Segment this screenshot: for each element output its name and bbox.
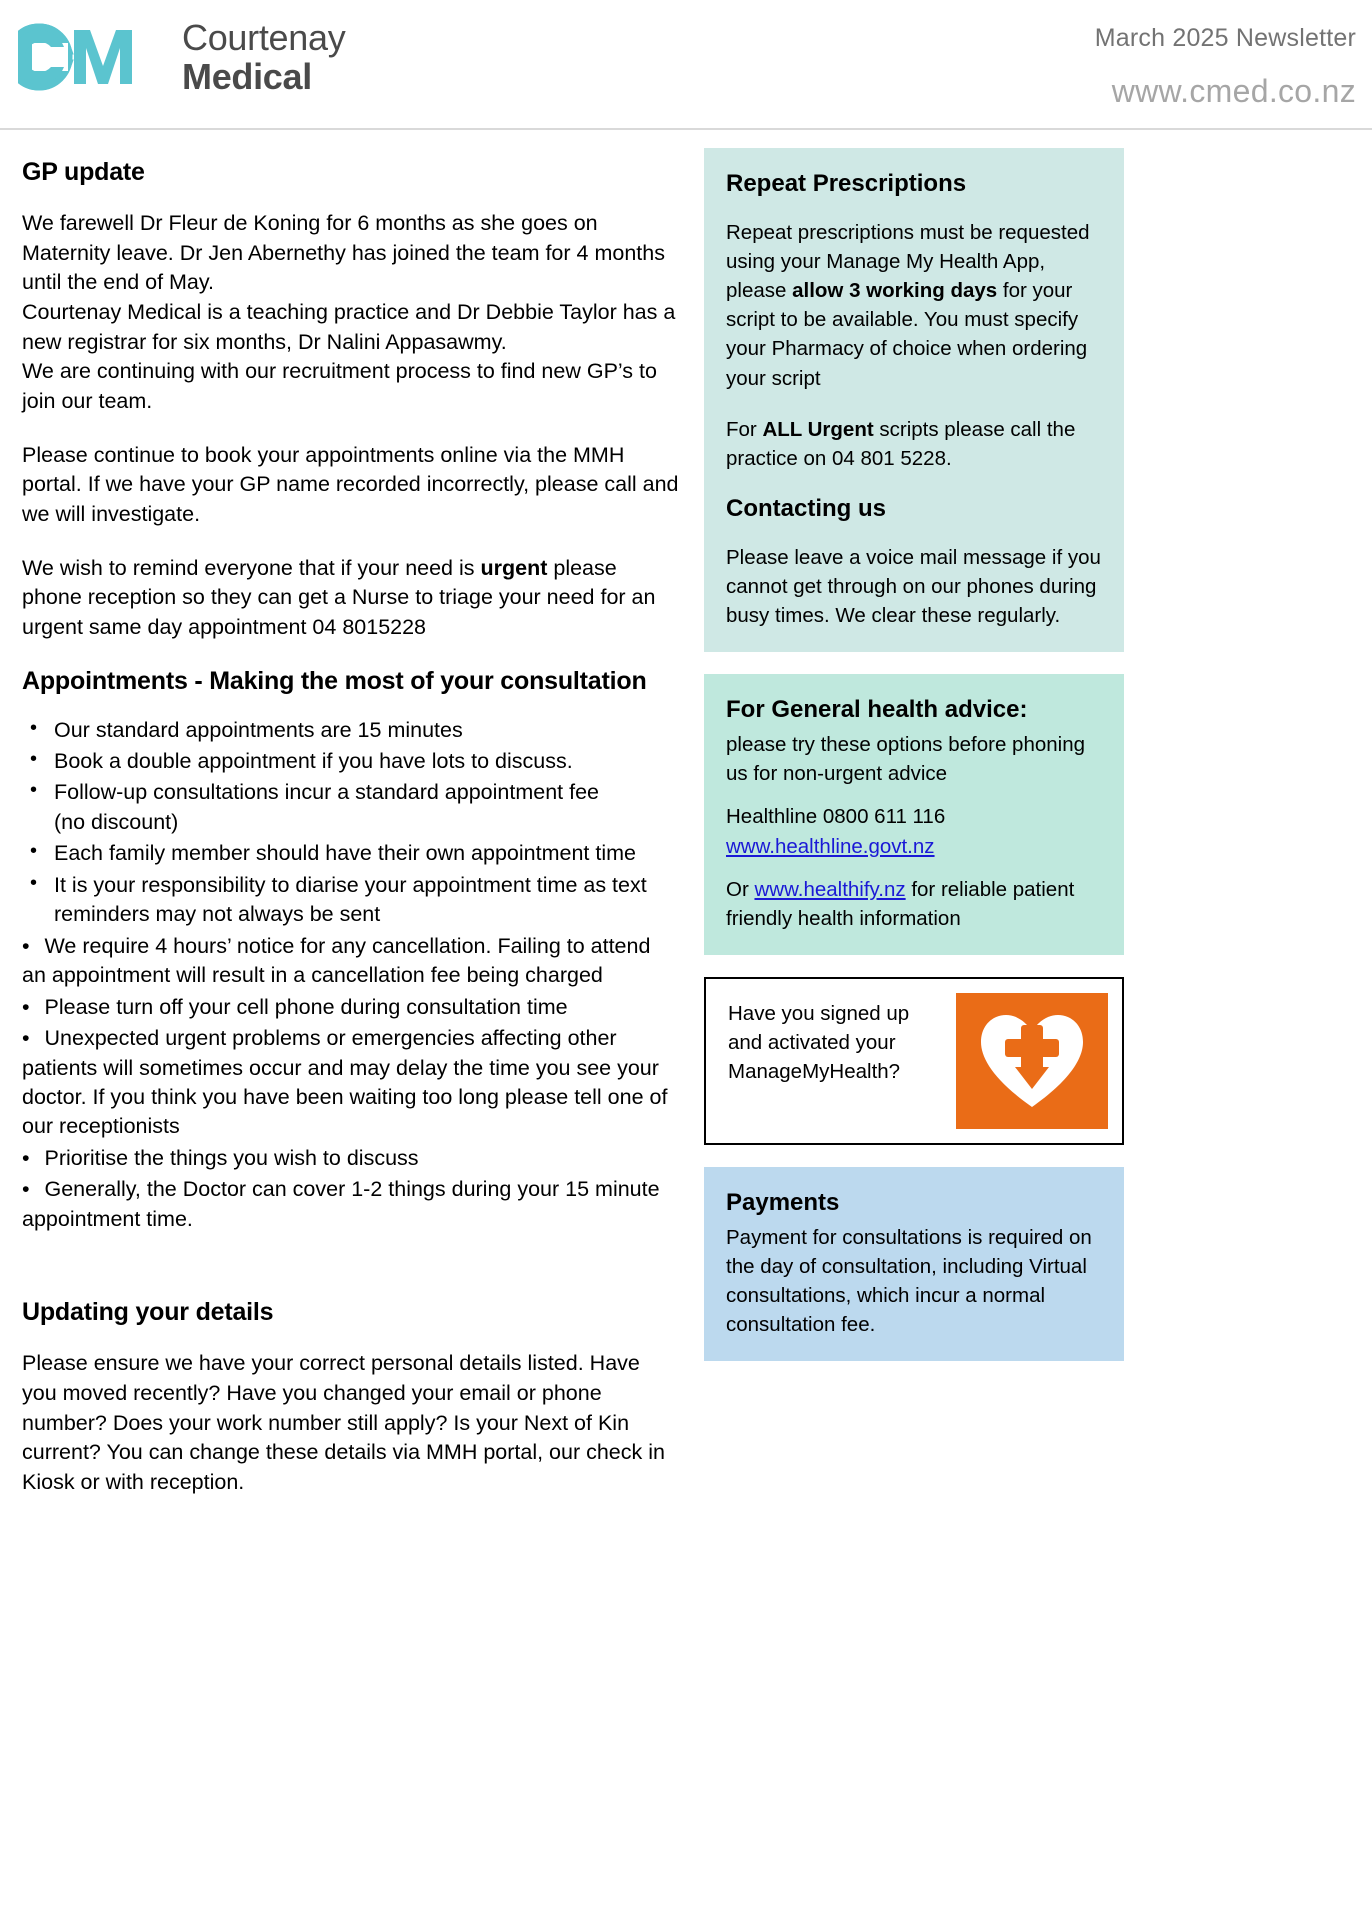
appointment-bullet	[22, 932, 680, 991]
bullet-marker-icon: •	[22, 1145, 30, 1170]
page-header	[0, 0, 1372, 130]
appointment-bullet-text: Unexpected urgent problems or emergencies affecting other patients will sometimes occur and may delay the time you see your doctor. If you think you have been waiting too long please tell one of our receptionists	[22, 1026, 668, 1139]
appointment-bullet	[22, 839, 680, 868]
bullet-marker-icon: •	[22, 994, 30, 1019]
healthline-info	[726, 802, 1104, 860]
brand-line-2: Medical	[182, 55, 312, 97]
repeat-prescriptions-heading: Repeat Prescriptions	[726, 170, 967, 197]
appointment-bullet-text: Please turn off your cell phone during consultation time	[38, 994, 568, 1019]
website-url[interactable]: www.cmed.co.nz	[1111, 73, 1356, 109]
brand-line-1: Courtenay	[182, 16, 346, 58]
repeat-prescriptions-paragraph	[726, 218, 1104, 393]
updating-details-heading: Updating your details	[22, 1298, 274, 1327]
appointment-bullet-text: Follow-up consultations incur a standard appointment fee	[54, 780, 599, 805]
appointment-bullet	[22, 747, 680, 776]
newsletter-title: March 2025 Newsletter	[1094, 24, 1356, 52]
appointment-bullet	[22, 1144, 680, 1173]
healthify-prefix: Or	[726, 877, 755, 901]
healthline-link[interactable]: www.healthline.govt.nz	[726, 834, 935, 858]
urgent-scripts-paragraph	[726, 415, 1104, 473]
urgent-emphasis: urgent	[480, 555, 548, 580]
gp-update-paragraph-3	[22, 554, 680, 643]
appointment-bullet-text: Generally, the Doctor can cover 1-2 things during your 15 minute appointment time.	[22, 1177, 660, 1231]
right-sidebar	[704, 148, 1124, 1498]
healthline-phone: Healthline 0800 611 116	[726, 805, 946, 829]
contacting-us-heading: Contacting us	[726, 494, 886, 522]
general-health-advice-heading: For General health advice:	[726, 696, 1028, 724]
gp-update-paragraph-1	[22, 209, 680, 417]
payments-heading: Payments	[726, 1188, 840, 1216]
appointment-bullet	[22, 1024, 680, 1142]
repeat-text-suffix: for your script to be available. You must specify your Pharmacy of choice when ordering your script	[726, 279, 1088, 390]
contacting-us-paragraph: Please leave a voice mail message if you cannot get through on our phones during busy times. We clear these regularly.	[726, 545, 1101, 628]
appointment-bullet-text: It is your responsibility to diarise your appointment time as text reminders may not always be sent	[54, 872, 647, 927]
gp-update-text-a: We farewell Dr Fleur de Koning for 6 months as she goes on Maternity leave. Dr Jen Abernethy has joined the team for 4 months until the end of May.	[22, 211, 665, 295]
payments-box	[704, 1167, 1124, 1361]
appointment-bullet	[22, 993, 680, 1022]
appointment-bullet	[22, 1175, 680, 1234]
appointments-heading: Appointments - Making the most of your consultation	[22, 666, 647, 695]
brand-logo	[18, 16, 345, 98]
general-health-advice-sub: please try these options before phoning us for non-urgent advice	[726, 733, 1086, 786]
brand-wordmark	[182, 16, 346, 97]
general-health-advice-box	[704, 674, 1124, 955]
urgent-note-suffix: please phone reception so they can get a Nurse to triage your need for an urgent same day appointment 04 8015228	[22, 555, 656, 639]
payments-paragraph: Payment for consultations is required on the day of consultation, including Virtual consultations, which incur a normal consultation fee.	[726, 1225, 1092, 1337]
repeat-text-prefix: Repeat prescriptions must be requested using your Manage My Health App, please	[726, 221, 1090, 303]
urgent-scripts-suffix: scripts please call the practice on 04 801 5228.	[726, 417, 1076, 470]
bullet-marker-icon: •	[22, 933, 30, 958]
gp-update-text-b: Courtenay Medical is a teaching practice and Dr Debbie Taylor has a new registrar for six months, Dr Nalini Appasawmy.	[22, 299, 676, 354]
gp-update-heading: GP update	[22, 158, 145, 186]
appointment-bullet-continuation: (no discount)	[54, 809, 179, 834]
appointment-bullet-text: We require 4 hours’ notice for any cancellation. Failing to attend an appointment will result in a cancellation fee being charged	[22, 933, 651, 988]
appointment-bullet-text: Prioritise the things you wish to discuss	[38, 1145, 419, 1170]
header-meta	[1095, 24, 1356, 110]
repeat-prescriptions-box	[704, 148, 1124, 652]
cm-monogram-icon	[18, 16, 168, 98]
updating-details-paragraph: Please ensure we have your correct personal details listed. Have you moved recently? Have you changed your email or phone number? Does your work number still apply? Is your Next of Kin current? You can change these details via MMH portal, our check in Kiosk or with reception.	[22, 1351, 665, 1494]
urgent-note-prefix: We wish to remind everyone that if your need is	[22, 555, 481, 580]
allow-3-working-days-emphasis: allow 3 working days	[792, 279, 998, 303]
healthify-info	[726, 875, 1104, 933]
left-column	[22, 148, 694, 1498]
managemyhealth-question: Have you signed up and activated your ManageMyHealth?	[728, 1001, 910, 1084]
gp-update-text-c: We are continuing with our recruitment process to find new GP’s to join our team.	[22, 359, 657, 413]
page-body	[0, 130, 1372, 1498]
appointment-bullet	[22, 871, 680, 930]
appointment-bullet-text: Our standard appointments are 15 minutes	[54, 717, 463, 742]
managemyhealth-callout	[704, 977, 1124, 1145]
appointment-bullet-text: Book a double appointment if you have lots to discuss.	[54, 748, 573, 773]
bullet-marker-icon: •	[22, 1177, 30, 1202]
appointment-bullet	[22, 716, 680, 745]
appointments-bullet-list	[22, 716, 680, 1235]
healthify-suffix: for reliable patient friendly health information	[726, 877, 1075, 930]
appointment-bullet	[22, 778, 680, 837]
appointment-bullet-text: Each family member should have their own appointment time	[54, 841, 636, 866]
gp-update-paragraph-2: Please continue to book your appointments online via the MMH portal. If we have your GP name recorded incorrectly, please call and we will investigate.	[22, 442, 679, 526]
all-urgent-emphasis: ALL Urgent	[762, 417, 874, 441]
managemyhealth-logo-icon	[956, 993, 1108, 1129]
bullet-marker-icon: •	[22, 1026, 30, 1051]
urgent-scripts-prefix: For	[726, 417, 763, 441]
healthify-link[interactable]: www.healthify.nz	[754, 877, 906, 901]
